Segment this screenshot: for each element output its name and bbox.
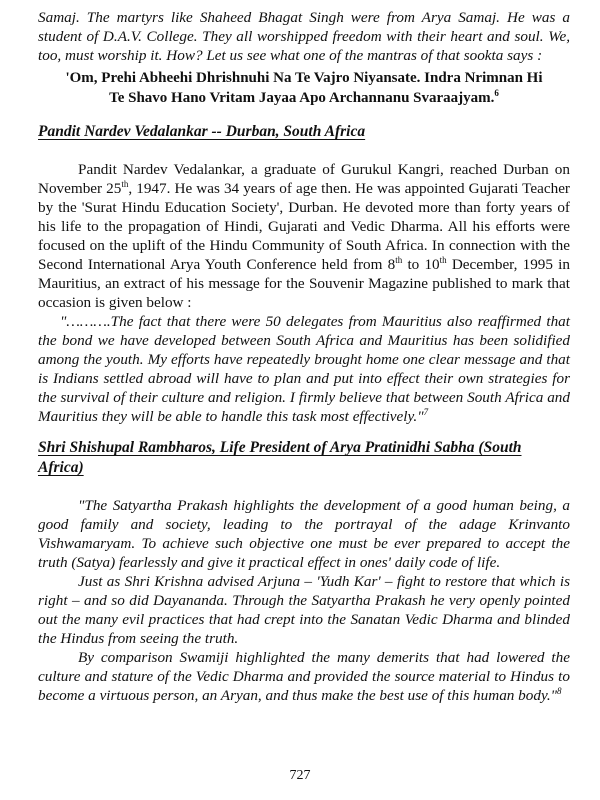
footnote-marker: 8 [557, 685, 562, 696]
rambharos-paragraph-3-text: By comparison Swamiji highlighted the many demerits that had lowered the culture and stature of the Vedic Dharma and provided the source material to Hindus to become a virtuous person, an Aryan, and thus make the best use of this human body." [38, 649, 570, 704]
mantra-line-2 [38, 88, 570, 108]
nardev-paragraph [38, 160, 570, 312]
nardev-text-d: December, 1995 in Mauritius, an extract of his message for the Souvenir Magazine published to mark that occasion is given below : [38, 256, 570, 311]
rambharos-paragraph-3 [38, 648, 570, 705]
nardev-quote [38, 312, 570, 426]
footnote-marker: 7 [423, 406, 429, 417]
mantra-block [38, 68, 570, 108]
ordinal-suffix: th [121, 178, 129, 189]
rambharos-paragraph-1: "The Satyartha Prakash highlights the development of a good human being, a good family and society, leading to the portrayal of the adage Krinvanto Vishwamaryam. To achieve such objective one must be ever prepared to accept the truth (Satya) fearlessly and give it practical effect in ones' daily code of life. [38, 497, 570, 571]
page-content [38, 8, 570, 705]
page-number: 727 [289, 768, 311, 783]
mantra-line-2-text: Te Shavo Hano Vritam Jayaa Apo Archannanu Svaraajyam. [109, 90, 495, 106]
nardev-text-c: to 10 [402, 256, 440, 273]
ordinal-suffix: th [395, 254, 403, 265]
nardev-quote-text: "……….The fact that there were 50 delegates from Mauritius also reaffirmed that the bond we have developed between South Africa and Mauritius has been solidified among the youth. My efforts have repeatedly brought home one clear message and that is Indians settled abroad will have to plan and put into effect their own strategies for the survival of their culture and religion. I firmly believe that between South Africa and Mauritius they will be able to handle this task most effectively." [38, 313, 570, 425]
section-heading-nardev: Pandit Nardev Vedalankar -- Durban, South Africa [38, 123, 366, 140]
nardev-text-b: , 1947. He was 34 years of age then. He was appointed Gujarati Teacher by the 'Surat Hindu Education Society', Durban. He devoted more than forty years of his life to the propagation of Hindi, Gujarati and Vedic Dharma. All his efforts were focused on the uplift of the Hindu Community of South Africa. In connection with the Second International Arya Youth Conference held from 8 [38, 180, 570, 273]
ordinal-suffix: th [439, 254, 447, 265]
mantra-line-1: 'Om, Prehi Abheehi Dhrishnuhi Na Te Vajro Niyansate. Indra Nrimnan Hi [65, 70, 543, 86]
section-heading-rambharos: Shri Shishupal Rambharos, Life President of Arya Pratinidhi Sabha (South Africa) [38, 439, 522, 476]
intro-paragraph: Samaj. The martyrs like Shaheed Bhagat Singh were from Arya Samaj. He was a student of D.A.V. College. They all worshipped freedom with their heart and soul. We, too, must worship it. How? Let us see what one of the mantras of that sookta says : [38, 9, 570, 64]
footnote-marker: 6 [494, 88, 499, 98]
nardev-text-a: Pandit Nardev Vedalankar, a graduate of Gurukul Kangri, reached Durban on November 25 [38, 161, 570, 197]
rambharos-paragraph-2: Just as Shri Krishna advised Arjuna – 'Yudh Kar' – fight to restore that which is right – and so did Dayananda. Through the Satyartha Prakash he very openly pointed out the many evil practices that had crept into the Sanatan Vedic Dharma and blinded the Hindus from seeing the truth. [38, 573, 570, 647]
